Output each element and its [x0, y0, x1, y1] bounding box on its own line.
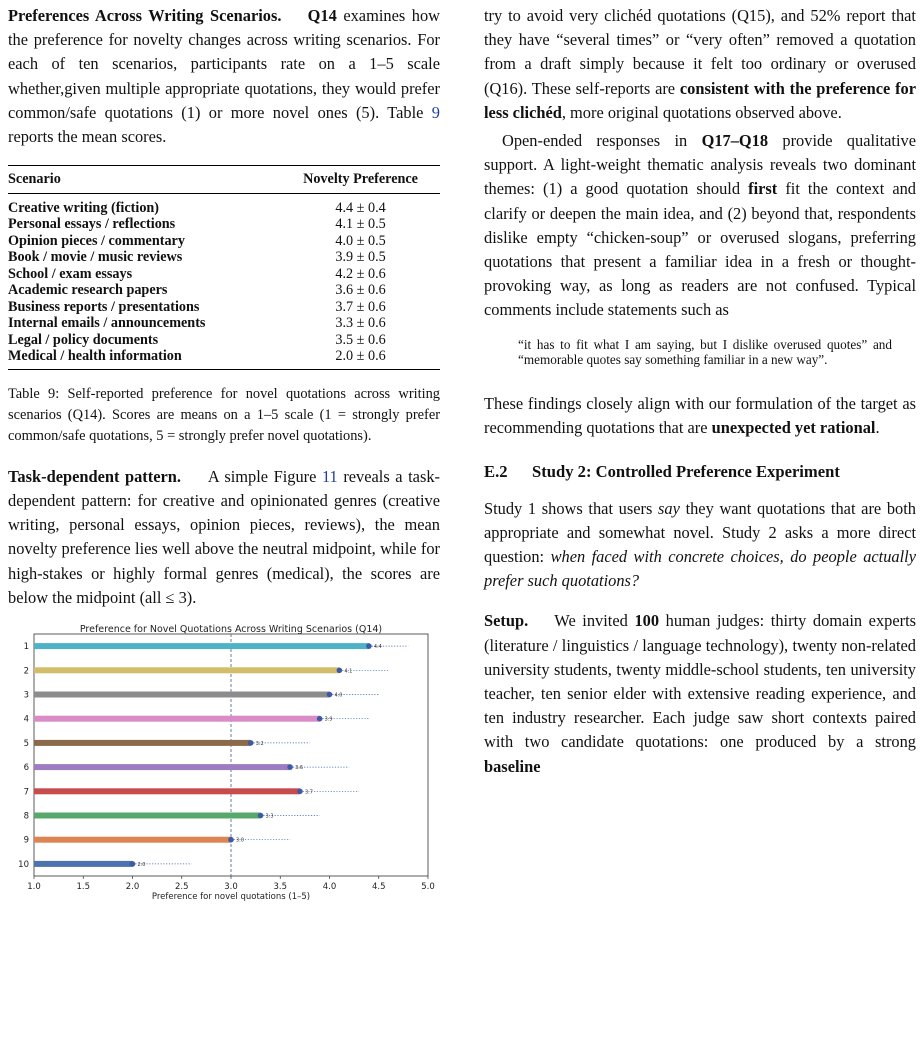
value-label: 3.0: [236, 837, 244, 844]
novelty-cell: 3.9 ± 0.5: [335, 249, 386, 266]
x-tick-label: 1.0: [27, 881, 41, 892]
category-label: 10: [18, 859, 29, 870]
p2-a: Open-ended responses in: [502, 131, 688, 151]
p4-say: say: [658, 498, 680, 518]
value-marker: [327, 692, 333, 698]
category-label: 3: [23, 690, 29, 701]
novelty-cell: 4.1 ± 0.5: [335, 216, 386, 233]
pref-table-pre: Table: [387, 102, 424, 122]
novelty-cell: 3.5 ± 0.6: [335, 331, 386, 348]
category-label: 2: [23, 666, 29, 677]
scenario-cell: School / exam essays: [8, 265, 133, 282]
p2-b: provide qualitative support. A light-weight thematic analysis reveals two dominant themes: (1) a good quotation should: [484, 131, 916, 199]
figure-11-chart: [8, 624, 440, 924]
value-label: 3.9: [324, 716, 333, 723]
bar: [34, 643, 369, 649]
x-tick-label: 2.0: [125, 881, 140, 892]
value-marker: [297, 788, 303, 794]
table-row: [8, 249, 440, 266]
scenario-cell: Book / movie / music reviews: [8, 249, 183, 266]
novelty-cell: 4.4 ± 0.4: [335, 199, 386, 216]
x-tick-label: 3.5: [273, 881, 288, 892]
value-label: 4.0: [334, 692, 343, 699]
bar: [34, 812, 261, 818]
pref-q: Q14: [307, 6, 337, 25]
table-row: [8, 348, 440, 369]
scenario-cell: Academic research papers: [8, 282, 168, 299]
table-row: [8, 282, 440, 299]
value-marker: [317, 716, 323, 722]
p2: [484, 129, 916, 323]
value-label: 3.6: [295, 765, 304, 772]
value-label: 2.0: [137, 861, 146, 868]
p1-b: , more original quotations observed above.: [561, 102, 842, 122]
scenario-cell: Legal / policy documents: [8, 331, 159, 348]
novelty-cell: 4.2 ± 0.6: [335, 265, 386, 282]
value-label: 4.1: [344, 668, 353, 675]
bar: [34, 861, 133, 867]
value-marker: [337, 667, 343, 673]
setup-b: human judges: thirty domain experts (literature / linguistics / language technology), twenty non-related university students, twenty middle-school students, ten university teacher, ten senior elder with extensive reading experience, and ten industry researcher. Each judge saw short contexts paired with two candidate quotations: one produced by a strong: [484, 611, 916, 752]
bar: [34, 667, 339, 673]
x-tick-label: 1.5: [76, 881, 91, 892]
p4-question: when faced with concrete choices, do people actually prefer such quotations?: [484, 547, 916, 591]
right-column: [484, 4, 916, 779]
section-heading: [484, 461, 916, 483]
p1-bold: consistent with the preference for less clichéd: [484, 78, 916, 122]
x-tick-label: 2.5: [174, 881, 189, 892]
task-paragraph: [8, 465, 440, 610]
x-axis-label: Preference for novel quotations (1–5): [151, 891, 311, 902]
category-label: 6: [23, 763, 29, 774]
p3-bold: unexpected yet rational: [711, 418, 876, 438]
scenario-cell: Creative writing (fiction): [8, 199, 160, 216]
scenario-cell: Internal emails / announcements: [8, 315, 206, 332]
p1: [484, 4, 916, 125]
table-row: [8, 332, 440, 349]
x-tick-label: 4.0: [322, 881, 337, 892]
category-label: 7: [23, 787, 29, 798]
pref-paragraph: [8, 4, 440, 149]
value-label: 3.7: [304, 789, 313, 796]
novelty-cell: 4.0 ± 0.5: [335, 232, 386, 249]
p3-b: .: [875, 418, 880, 438]
x-tick-label: 5.0: [421, 881, 435, 892]
setup-100: 100: [634, 611, 660, 631]
novelty-cell: 2.0 ± 0.6: [335, 348, 386, 365]
table-caption: Table 9: Self-reported preference for novel quotations across writing scenarios (Q14). Scores are means on a 1–5 scale (1 = strongly prefer common/safe quotations, 5 = strongly prefer novel quotations).: [8, 385, 440, 444]
section-title: Study 2: Controlled Preference Experiment: [532, 461, 840, 481]
pref-body: examines how the preference for novelty changes across writing scenarios. For each of ten scenarios, participants rate on a 1–5 scale whether,given multiple appropriate quotations, they would prefer common/safe quotations (1) or more novel ones (5).: [8, 6, 440, 122]
table-9: [8, 165, 440, 370]
x-tick-label: 4.5: [371, 881, 386, 892]
p3: [484, 392, 916, 440]
pref-table-post: reports the mean scores.: [8, 127, 167, 147]
value-marker: [130, 861, 136, 867]
bar: [34, 788, 300, 794]
task-body: reveals a task-dependent pattern: for creative and opinionated genres (creative writing, personal essays, opinion pieces, reviews), the mean novelty preference lies well above the neutral midpoint, while for high-stakes or highly formal genres (medical), the scores are below the midpoint (all ≤ 3).: [8, 466, 440, 607]
setup-baseline: baseline: [484, 756, 541, 776]
p4: [484, 497, 916, 594]
p2-c: fit the context and clarify or deepen the main idea, and (2) beyond that, respondents dislike empty “chicken-soup” or overused slogans, preferring quotations that present a familiar idea in a fresh or thought-provoking way, as long as readers are not confused. Typical comments include statements such as: [484, 179, 916, 320]
category-label: 4: [23, 714, 29, 725]
figure-11-link[interactable]: 11: [321, 466, 338, 486]
category-label: 5: [23, 738, 29, 749]
value-marker: [287, 764, 293, 770]
task-pre: A simple Figure: [207, 466, 317, 486]
category-label: 9: [23, 835, 29, 846]
p3-a: These findings closely align with our formulation of the target as recommending quotations that are: [484, 394, 916, 438]
bar: [34, 716, 320, 722]
table-row: [8, 266, 440, 283]
novelty-cell: 3.3 ± 0.6: [335, 315, 386, 332]
value-marker: [258, 813, 264, 819]
table-row: [8, 216, 440, 233]
p2-bold: Q17–Q18: [701, 131, 769, 151]
category-label: 8: [23, 811, 29, 822]
table-9-link[interactable]: 9: [431, 102, 440, 122]
table-row: [8, 315, 440, 332]
novelty-cell: 3.6 ± 0.6: [335, 282, 386, 299]
value-marker: [366, 643, 372, 649]
table-row: [8, 193, 440, 216]
pref-heading: Preferences Across Writing Scenarios.: [8, 6, 282, 25]
scenario-cell: Personal essays / reflections: [8, 216, 176, 233]
scenario-cell: Opinion pieces / commentary: [8, 232, 185, 249]
table-body: [8, 193, 440, 369]
task-heading: Task-dependent pattern.: [8, 466, 181, 486]
section-number: E.2: [484, 461, 508, 481]
table-row: [8, 299, 440, 316]
col-novelty: Novelty Preference: [303, 171, 418, 188]
setup-paragraph: [484, 609, 916, 778]
value-label: 4.4: [373, 644, 382, 651]
quote-block: “it has to fit what I am saying, but I dislike overused quotes” and “memorable quotes say something familiar in a new way”.: [518, 336, 892, 368]
p1-a: try to avoid very clichéd quotations (Q15), and 52% report that they have “several times” or “very often” removed a quotation from a draft simply because it felt too ordinary or overused (Q16). These self-reports are: [484, 6, 916, 98]
value-marker: [228, 837, 234, 843]
col-scenario: Scenario: [8, 171, 61, 188]
table-row: [8, 233, 440, 250]
value-label: 3.3: [265, 813, 274, 820]
setup-heading: Setup.: [484, 611, 529, 631]
novelty-cell: 3.7 ± 0.6: [335, 298, 386, 315]
setup-a: We invited: [554, 611, 628, 631]
p2-first: first: [748, 179, 778, 199]
p4-a: Study 1 shows that users: [484, 498, 653, 518]
x-tick-label: 3.0: [224, 881, 238, 892]
left-column: [8, 4, 440, 924]
bar: [34, 764, 290, 770]
category-label: 1: [23, 642, 29, 653]
bar: [34, 740, 251, 746]
value-marker: [248, 740, 254, 746]
scenario-cell: Business reports / presentations: [8, 298, 200, 315]
bar: [34, 837, 231, 843]
chart-title: Preference for Novel Quotations Across Writing Scenarios (Q14): [79, 623, 383, 635]
value-label: 3.2: [255, 740, 264, 747]
p4-b: they want quotations that are both appropriate and somewhat novel. Study 2 asks a more direct question:: [484, 498, 916, 567]
bar: [34, 691, 330, 697]
scenario-cell: Medical / health information: [8, 348, 182, 365]
